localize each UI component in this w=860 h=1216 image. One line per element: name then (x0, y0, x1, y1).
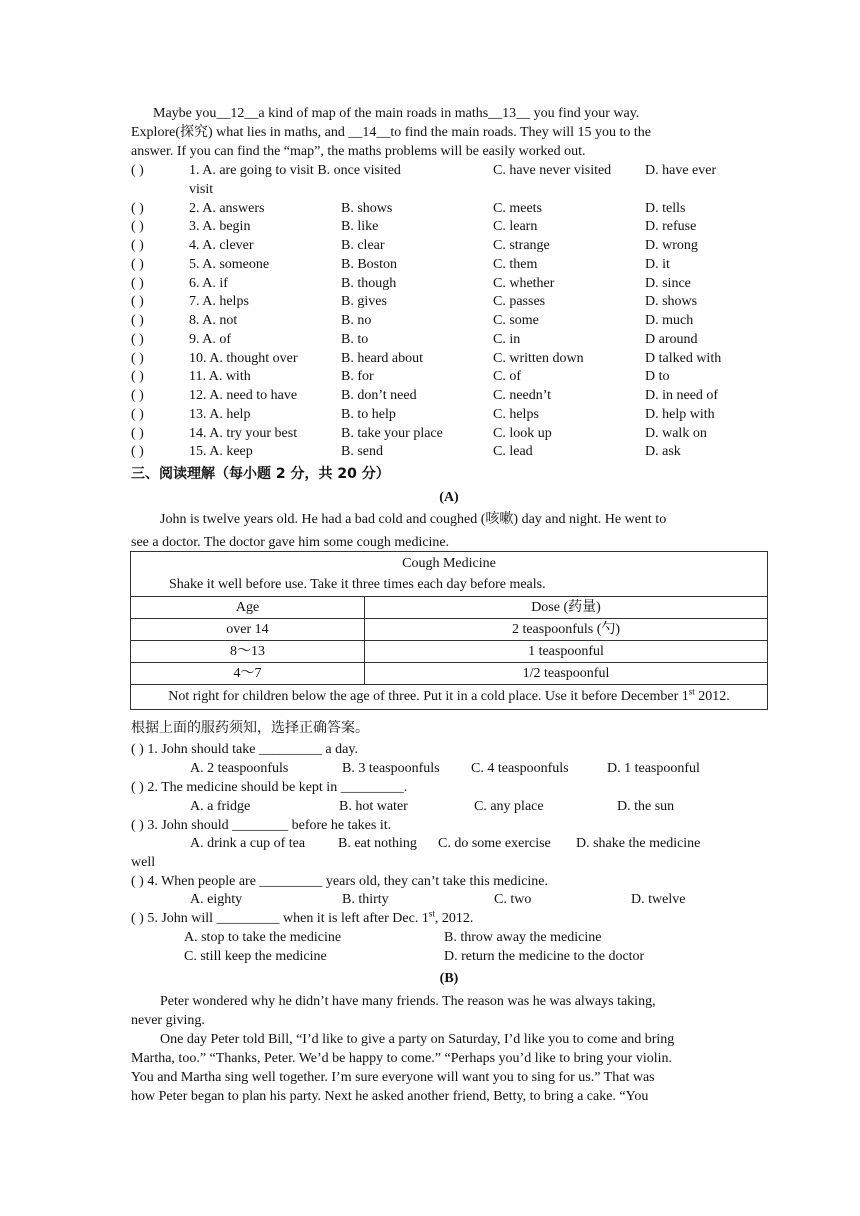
instruction-cn: 根据上面的服药须知，选择正确答案。 (131, 721, 369, 736)
cloze-col-c: C. strange (493, 238, 550, 253)
question-5-sup: st (428, 908, 435, 919)
cloze-col-d: D. have ever (645, 163, 717, 178)
cloze-item-row (131, 368, 751, 386)
option-d: D. twelve (631, 892, 686, 907)
option-a: A. 2 teaspoonfuls (190, 761, 289, 776)
cloze-col-c: C. whether (493, 276, 555, 291)
cloze-item-row (131, 293, 751, 311)
cloze-col-paren: ( ) (131, 294, 144, 309)
question-4: ( ) 4. When people are _________ years old, they can’t take this medicine. (131, 874, 549, 889)
cloze-item-row (131, 331, 751, 349)
cloze-col-c: C. them (493, 257, 538, 272)
question-1: ( ) 1. John should take _________ a day. (131, 742, 358, 757)
cloze-col-d: D. shows (645, 294, 698, 309)
option-a: A. stop to take the medicine (184, 930, 342, 945)
passage-b-line: never giving. (131, 1013, 205, 1028)
cloze-col-d: D. walk on (645, 426, 707, 441)
passage-b-line: Martha, too.” “Thanks, Peter. We’d be happy to come.” “Perhaps you’d like to bring your violin. (131, 1051, 672, 1066)
cloze-col-c: C. written down (493, 351, 584, 366)
cloze-col-b: B. to help (341, 407, 396, 422)
option-d: D. shake the medicine (576, 836, 701, 851)
cloze-item-row (131, 162, 751, 180)
cloze-col-a: 14. A. try your best (189, 426, 298, 441)
cloze-intro-line-2: Explore(探究) what lies in maths, and __14__to find the main roads. They will 15 you to the (131, 125, 651, 140)
dose-cell: 1 teaspoonful (365, 641, 768, 663)
cloze-item-row (131, 443, 751, 461)
cloze-col-paren: ( ) (131, 426, 144, 441)
option-c: C. any place (474, 799, 544, 814)
medicine-table (130, 551, 768, 710)
cloze-col-c: C. lead (493, 444, 533, 459)
cloze-item-row (131, 218, 751, 236)
cloze-col-paren: ( ) (131, 407, 144, 422)
passage-a-label: (A) (439, 490, 459, 505)
medicine-footer-sup: st (688, 686, 695, 697)
option-c: C. do some exercise (438, 836, 551, 851)
cloze-col-d: D. much (645, 313, 694, 328)
cloze-col-c: C. passes (493, 294, 546, 309)
cloze-item-row (131, 200, 751, 218)
cloze-col-c: C. of (493, 369, 521, 384)
dose-cell: 1/2 teaspoonful (365, 663, 768, 685)
medicine-instruction: Shake it well before use. Take it three times each day before meals. (169, 577, 546, 592)
cloze-col-d: D to (645, 369, 670, 384)
cloze-col-b: B. to (341, 332, 369, 347)
passage-b-line: Peter wondered why he didn’t have many friends. The reason was he was always taking, (160, 994, 656, 1009)
cloze-col-paren: ( ) (131, 163, 144, 178)
medicine-footer-year: 2012. (694, 689, 730, 704)
cloze-col-c: C. helps (493, 407, 539, 422)
question-5-year: , 2012. (434, 911, 474, 926)
cloze-col-a: 15. A. keep (189, 444, 253, 459)
cloze-item-row (131, 237, 751, 255)
question-5 (131, 910, 473, 928)
cloze-intro-line-1: Maybe you__12__a kind of map of the main roads in maths__13__ you find your way. (153, 106, 640, 121)
age-cell: over 14 (131, 619, 365, 641)
cloze-item-row (131, 387, 751, 405)
cloze-col-d: D. help with (645, 407, 715, 422)
option-b: B. eat nothing (338, 836, 417, 851)
cloze-col-a: 6. A. if (189, 276, 228, 291)
age-cell: 8～13 (131, 641, 365, 663)
cloze-col-d: D. tells (645, 201, 686, 216)
option-d-wrap: well (131, 855, 156, 870)
cloze-col-c: C. needn’t (493, 388, 552, 403)
option-d: D. the sun (617, 799, 675, 814)
question-3: ( ) 3. John should ________ before he takes it. (131, 818, 392, 833)
cloze-col-d: D. it (645, 257, 670, 272)
cloze-col-a: 13. A. help (189, 407, 251, 422)
cloze-col-paren: ( ) (131, 351, 144, 366)
header-age: Age (131, 597, 365, 619)
cloze-col-paren: ( ) (131, 332, 144, 347)
cloze-col-d: D. ask (645, 444, 681, 459)
option-b: B. thirty (342, 892, 389, 907)
cloze-col-b: B. gives (341, 294, 387, 309)
cloze-col-paren: ( ) (131, 276, 144, 291)
cloze-col-paren: ( ) (131, 444, 144, 459)
medicine-title: Cough Medicine (402, 556, 496, 571)
option-c: C. 4 teaspoonfuls (471, 761, 569, 776)
cloze-col-paren: ( ) (131, 201, 144, 216)
cloze-col-c: C. some (493, 313, 539, 328)
cloze-col-c: C. look up (493, 426, 552, 441)
option-a: A. eighty (190, 892, 243, 907)
passage-a-text-1: John is twelve years old. He had a bad cold and coughed (咳嗽) day and night. He went to (160, 512, 667, 527)
passage-b-label: (B) (439, 971, 459, 986)
cloze-col-d: D talked with (645, 351, 722, 366)
cloze-item-row (131, 425, 751, 443)
cloze-col-a: 8. A. not (189, 313, 238, 328)
cloze-col-b: B. though (341, 276, 397, 291)
cloze-item-row (131, 312, 751, 330)
option-d: D. 1 teaspoonful (607, 761, 700, 776)
question-5-text: ( ) 5. John will _________ when it is left after Dec. 1 (131, 911, 429, 926)
cloze-col-b: B. don’t need (341, 388, 417, 403)
cloze-item-row (131, 256, 751, 274)
cloze-col-a: 9. A. of (189, 332, 231, 347)
cloze-col-b: B. send (341, 444, 383, 459)
header-dose: Dose (药量) (365, 597, 768, 619)
cloze-col-d: D. since (645, 276, 691, 291)
cloze-col-c: C. in (493, 332, 521, 347)
cloze-col-paren: ( ) (131, 313, 144, 328)
cloze-col-a: visit (189, 182, 214, 197)
cloze-col-paren: ( ) (131, 257, 144, 272)
cloze-col-a: 2. A. answers (189, 201, 265, 216)
cloze-col-d: D. refuse (645, 219, 697, 234)
medicine-footer-text: Not right for children below the age of three. Put it in a cold place. Use it before December 1 (168, 689, 689, 704)
cloze-col-a: 11. A. with (189, 369, 251, 384)
cloze-item-row (131, 350, 751, 368)
passage-b-line: One day Peter told Bill, “I’d like to give a party on Saturday, I’d like you to come and bring (160, 1032, 675, 1047)
cloze-col-a: 10. A. thought over (189, 351, 298, 366)
cloze-item-row (131, 406, 751, 424)
cloze-col-b: B. heard about (341, 351, 424, 366)
medicine-footer (131, 685, 768, 710)
cloze-item-row (131, 275, 751, 293)
option-b: B. 3 teaspoonfuls (342, 761, 440, 776)
cloze-col-b: B. shows (341, 201, 393, 216)
option-b: B. hot water (339, 799, 408, 814)
question-2: ( ) 2. The medicine should be kept in _________. (131, 780, 408, 795)
cloze-col-paren: ( ) (131, 388, 144, 403)
dose-cell: 2 teaspoonfuls (勺) (365, 619, 768, 641)
cloze-col-a: 7. A. helps (189, 294, 249, 309)
cloze-col-b: B. no (341, 313, 372, 328)
option-a: A. drink a cup of tea (190, 836, 306, 851)
option-c: C. two (494, 892, 532, 907)
passage-b-line: how Peter began to plan his party. Next he asked another friend, Betty, to bring a cake. “You (131, 1089, 649, 1104)
cloze-col-b: B. for (341, 369, 374, 384)
option-b: B. throw away the medicine (444, 930, 602, 945)
passage-b-line: You and Martha sing well together. I’m sure everyone will want you to sing for us.” That was (131, 1070, 655, 1085)
cloze-intro-line-3: answer. If you can find the “map”, the maths problems will be easily worked out. (131, 144, 586, 159)
cloze-col-c: C. meets (493, 201, 542, 216)
cloze-col-d: D. wrong (645, 238, 698, 253)
cloze-col-a: 12. A. need to have (189, 388, 298, 403)
cloze-col-d: D. in need of (645, 388, 719, 403)
cloze-col-a: 4. A. clever (189, 238, 254, 253)
cloze-col-b: B. take your place (341, 426, 443, 441)
section-3-title: 三、阅读理解（每小题 2 分，共 20 分） (131, 466, 390, 482)
cloze-col-paren: ( ) (131, 369, 144, 384)
cloze-col-b: B. clear (341, 238, 385, 253)
cloze-col-b: B. Boston (341, 257, 398, 272)
age-cell: 4～7 (131, 663, 365, 685)
cloze-col-d: D around (645, 332, 698, 347)
option-a: A. a fridge (190, 799, 251, 814)
passage-a-text-2: see a doctor. The doctor gave him some cough medicine. (131, 535, 450, 550)
cloze-col-paren: ( ) (131, 219, 144, 234)
cloze-col-a: 5. A. someone (189, 257, 270, 272)
cloze-col-a: 3. A. begin (189, 219, 251, 234)
cloze-col-c: C. learn (493, 219, 538, 234)
medicine-table-header (131, 552, 768, 597)
cloze-col-b: B. like (341, 219, 379, 234)
cloze-item-row (131, 181, 751, 199)
cloze-col-paren: ( ) (131, 238, 144, 253)
cloze-col-c: C. have never visited (493, 163, 612, 178)
cloze-col-a: 1. A. are going to visit B. once visited (189, 163, 401, 178)
option-d: D. return the medicine to the doctor (444, 949, 645, 964)
option-c: C. still keep the medicine (184, 949, 327, 964)
